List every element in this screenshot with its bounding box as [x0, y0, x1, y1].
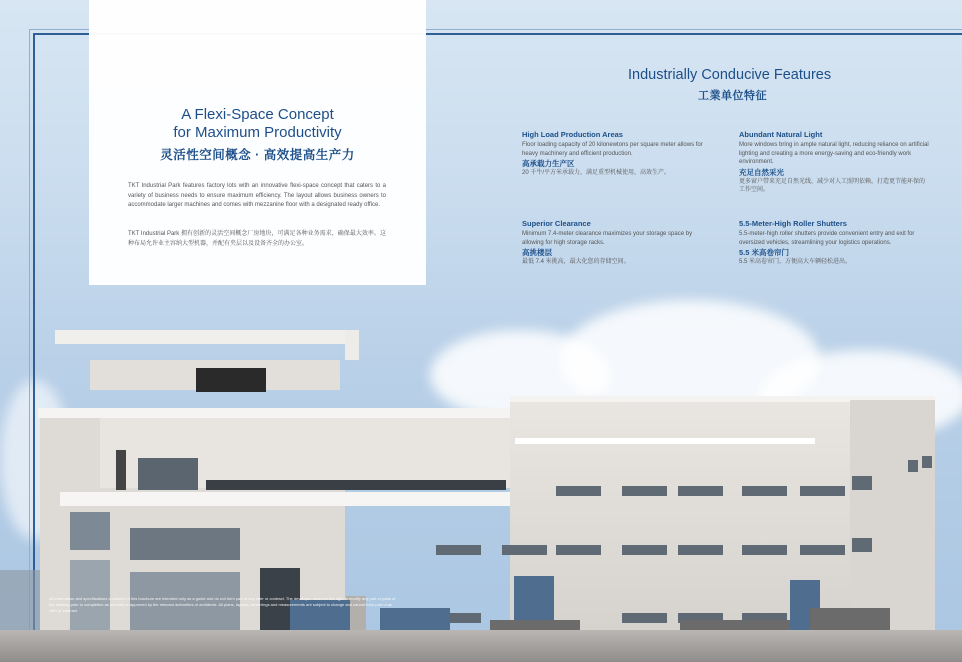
feature-heading: Superior Clearance: [522, 219, 591, 228]
feature-text-chinese: 5.5 米高卷帘门，方便高大车辆轻松进出。: [739, 259, 852, 265]
intro-body-chinese: TKT Industrial Park 拥有创新的灵活空间概念厂房地块，可满足各种业务需求，确保最大效率。这种布局允许业主容纳大型机器，并配有夹层以及设备齐全的办公室。: [128, 231, 386, 247]
feature-roller-shutters: [739, 219, 929, 267]
intro-title-line-2: for Maximum Productivity: [173, 124, 342, 141]
intro-title: [89, 106, 426, 142]
intro-panel: [89, 0, 426, 285]
feature-high-load: [522, 130, 712, 178]
feature-heading: High Load Production Areas: [522, 130, 623, 139]
feature-heading: 5.5-Meter-High Roller Shutters: [739, 219, 847, 228]
feature-heading-chinese: 5.5 米高卷帘门: [739, 248, 790, 257]
intro-body-english: TKT Industrial Park features factory lots with an innovative flexi-space concept that caters to a variety of business needs to ensure maximum efficiency. The layout allows business owners to accommodate larger machines and comes with mezzanine floor with a designated ready office.: [128, 183, 386, 208]
feature-heading: Abundant Natural Light: [739, 130, 823, 139]
feature-text: Minimum 7.4-meter clearance maximizes your storage space by allowing for high storage racks.: [522, 231, 693, 246]
features-title: Industrially Conducive Features: [628, 67, 832, 83]
feature-heading-chinese: 高挑楼层: [522, 248, 552, 257]
feature-heading-chinese: 充足自然采光: [739, 167, 784, 177]
intro-title-chinese: 灵活性空间概念 · 高效提高生产力: [160, 148, 355, 162]
feature-natural-light: [739, 130, 929, 195]
feature-text: Floor loading capacity of 20 kilonewtons per square meter allows for heavy machinery and efficient production.: [522, 142, 703, 157]
feature-text-chinese: 更多窗户带来充足自然光线，减少对人工照明依赖，打造更节能环保的工作空间。: [739, 178, 926, 193]
intro-title-line-1: A Flexi-Space Concept: [181, 106, 334, 123]
feature-heading-chinese: 高承载力生产区: [522, 159, 575, 168]
feature-text-chinese: 最低 7.4 米挑高，最大化您的存储空间。: [522, 259, 630, 265]
disclaimer-text: All information and specifications contained in this brochure are intended only as a guide and do not form part of any offer or contract. The developer reserves the right to modify any part or parts of the building prior to completion as directed or approved by the relevant authorities or architects. All plans, layouts, renderings and measurements are subject to change and cannot form part of an offer or contract.: [49, 596, 396, 613]
feature-clearance: [522, 219, 712, 267]
features-title-chinese: 工業单位特征: [698, 90, 767, 102]
feature-text-chinese: 20 千牛/平方米承载力，满足重型机械使用，高效生产。: [522, 170, 671, 176]
feature-text: 5.5-meter-high roller shutters provide convenient entry and exit for oversized vehicles, streamlining your logistics operations.: [739, 231, 915, 246]
feature-text: More windows bring in ample natural light, reducing reliance on artificial lighting and creating a more energy-saving and eco-friendly work environment.: [739, 142, 929, 165]
